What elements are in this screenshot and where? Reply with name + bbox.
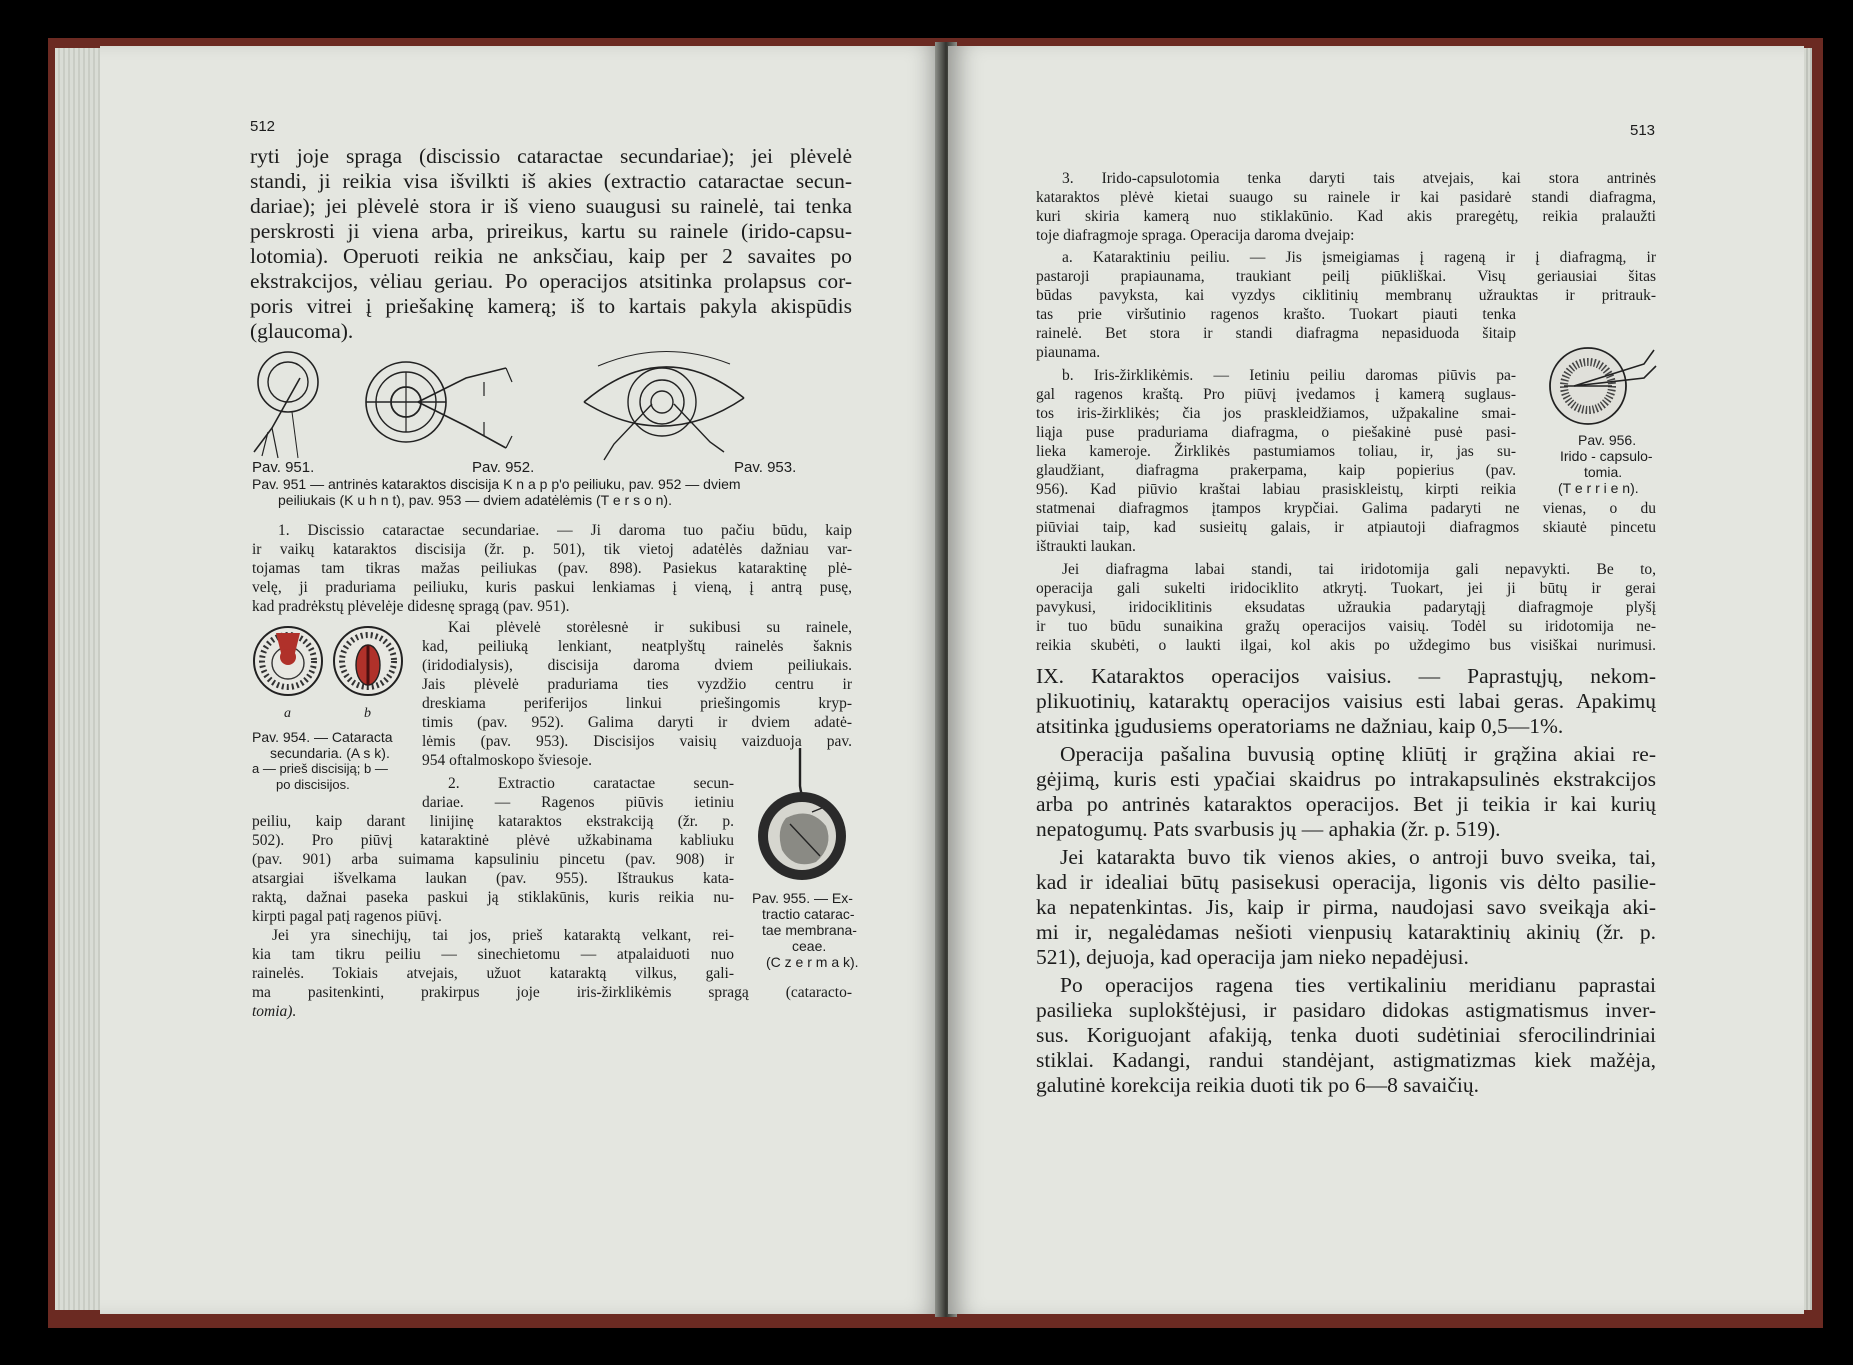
section1-line: velę, ji praduriama peiliuku, kuris paskui lenkiamas į vieną, į antrą pusę, [252,579,852,596]
wrap954-line: dreskiama periferijos linkui priešingomis kryp- [422,695,852,712]
para3-line: Jei diafragma labai standi, tai iridotomija gali nepavykti. Be to, [1062,561,1656,578]
para3-line: piaunama. [1036,344,1101,361]
figure-951 [248,348,324,466]
figure-956 [1544,344,1660,428]
section2-line: kirpti pagal patį ragenos piūvį. [252,908,442,925]
section9-line: Operacija pašalina buvusią optinę kliūtį ir grąžina akiai re- [1060,742,1656,766]
section9-line: atsitinka įgudusiems operatoriams ne dažniau, kaip 0,5—1%. [1036,714,1564,738]
para3-line: b. Iris-žirklikėmis. — Ietiniu peiliu daromas piūvis pa- [1062,367,1516,384]
section2-line: dariae. — Ragenos piūvis ietiniu [422,794,734,811]
para3-line: pastaroji prapiaunama, traukiant peilį piūkliškai. Visų geriausiai šitas [1036,268,1656,285]
para3-line: 3. Irido-capsulotomia tenka daryti tais atvejais, kai stora antrinės [1062,170,1656,187]
para3-line: operacija gali sukelti iridociklito atkrytį. Tuokart, jei ji būtų ir gerai [1036,580,1656,597]
section9-line: ka nepatenkintas. Jis, kaip ir pirma, naudojasi savo sveikąja aki- [1036,895,1656,919]
section2-line: 502). Pro piūvį kataraktinė plėvė užkabinama kabliuku [252,832,734,849]
figure-caption-line: Pav. 951 — antrinės kataraktos discisija K n a p p'o peiliuku, pav. 952 — dviem [252,476,741,492]
section1-line: kad pradrėkstų plėvelėje didesnę spragą (pav. 951). [252,598,570,615]
section2-line: Jei yra sinechijų, tai jos, prieš kataraktą velkant, rei- [272,927,734,944]
para3-line: statmenai diafragmos įtampos krypčiai. Galima padaryti ne vienas, o du [1036,500,1656,517]
para3-line: tas prie viršutinio ragenos krašto. Tuokart piauti tenka [1036,306,1516,323]
intro-line: (glaucoma). [250,319,354,343]
figure-954b-letter: b [364,706,371,721]
section9-line: pasilieka suplokštėjusi, ir pasidaro didokas astigmatismus inver- [1036,998,1656,1022]
wrap954-line: lėmis (pav. 953). Discisijos vaisių vaizduoja pav. [422,733,852,750]
wrap954-line: (iridodialysis), discisija daroma dviem peiliukais. [422,657,852,674]
figure-955-caption: tae membrana- [762,922,857,938]
left-page [100,46,943,1314]
figure-956-caption: tomia. [1584,464,1623,480]
section2-line: (pav. 901) arba suimama kapsuliniu pincetu (pav. 908) ir [252,851,734,868]
figure-955 [750,746,850,886]
section9-line: kad ir idealiai būtų pasisekusi operacija, ligonis vis dėlto pasilie- [1036,870,1656,894]
intro-line: perskrosti ji viena arba, prireikus, kartu su rainele (irido-capsu- [250,219,852,243]
right-page [948,46,1804,1314]
intro-line: standi, ji reikia visa išvilkti iš akies (extractio cataractae secun- [250,169,852,193]
figure-956-caption: (T e r r i e n). [1558,480,1639,496]
para3-line: lieka kameroje. Žirklikės pastumiamos toliau, ir, jas su- [1036,443,1516,460]
wrap954-line: timis (pav. 952). Galima daryti ir dviem adatė- [422,714,852,731]
para3-line: a. Kataraktiniu peiliu. — Jis įsmeigiamas į rageną ir į diafragmą, ir [1062,249,1656,266]
figure-954a-letter: a [284,706,291,721]
wrap954-line: 954 oftalmoskopo šviesoje. [422,752,593,769]
para3-line: gal ragenos kraštą. Pro piūvį įvedamos į kamerą suglaus- [1036,386,1516,403]
wrap954-line: Kai plėvelė storėlesnė ir sukibusi su rainele, [448,619,852,636]
section2-line: rainelės. Tokiais atvejais, užuot kataraktą vilkus, gali- [252,965,734,982]
para3-line: tos iris-žirklikės; čia jos praskleidžiamos, užpakaline smai- [1036,405,1516,422]
para3-line: pavykusi, iridociklitinis eksudatas užraukia padarytąjį diafragmoje plyšį [1036,599,1656,616]
right-page-number: 513 [1630,122,1656,139]
section2-line: peiliu, kaip darant linijinę kataraktos ekstrakciją (žr. p. [252,813,734,830]
para3-line: ir tuo būdu sunaikina gražų operacijos vaisių. Todėl su iridotomija ne- [1036,618,1656,635]
section9-line: mi ir, negalėdamas nešioti vienpusių kataraktinių akinių (žr. p. [1036,920,1656,944]
section2-line: raktą, dažnai paseka paskui ją stiklakūnis, kuris reikia nu- [252,889,734,906]
figure-954 [252,623,408,701]
figure-953-label: Pav. 953. [734,459,797,476]
para3-line: rainelė. Bet stora ir standi diafragma nepasiduoda šitaip [1036,325,1516,342]
intro-line: lotomia). Operuoti reikia ne anksčiau, kaip per 2 savaites po [250,244,852,268]
figure-952 [356,352,536,464]
para3-line: reikia skubėti, o laukti ilgai, kol akis po uždegimo bus visiškai nurimusi. [1036,637,1656,654]
section9-line: Po operacijos ragena ties vertikaliniu meridianu paprastai [1060,973,1656,997]
figure-956-caption: Irido - capsulo- [1560,448,1653,464]
section2-line: tomia). [252,1003,297,1020]
para3-line: būdas pavyksta, kai vyzdys ciklitinių membranų užrauktas ir pritrauk- [1036,287,1656,304]
section9-line: nepatogumų. Pats svarbusis jų — aphakia (žr. p. 519). [1036,817,1501,841]
section9-line: sus. Koriguojant afakiją, tenka duoti sudėtiniai sferocilindriniai [1036,1023,1656,1047]
figure-caption-line: peiliukais (K u h n t), pav. 953 — dviem adatėlėmis (T e r s o n). [278,492,672,508]
figure-954b [334,627,402,695]
figure-954-caption: po discisijos. [276,777,350,792]
figure-955-caption: tractio catarac- [762,906,855,922]
section1-line: 1. Discissio cataractae secundariae. — Ji daroma tuo pačiu būdu, kaip [278,522,852,539]
section9-heading-line: IX. Kataraktos operacijos vaisius. — Paprastųjų, nekom- [1036,664,1656,688]
wrap954-line: kad, peiliuką lenkiant, neatplyštų rainelės šaknis [422,638,852,655]
para3-line: liąja puse praduriama diafragma, o piešakinė pusė pasi- [1036,424,1516,441]
para3-line: ištraukti laukan. [1036,538,1136,555]
figure-952-label: Pav. 952. [472,459,535,476]
section2-line: 2. Extractio caratactae secun- [448,775,734,792]
section1-line: ir vaikų kataraktos discisija (žr. p. 501), tik vietoj adatėlės dažniau var- [252,541,852,558]
section9-line: 521), dejuoja, kad operacija jam nieko nepadėjusi. [1036,945,1469,969]
intro-line: ryti joje spraga (discissio cataractae secundariae); jei plėvelė [250,144,852,168]
section2-line: ma pasitenkinti, prakirpus joje iris-žirklikėmis spragą (cataracto- [252,984,852,1001]
left-page-number: 512 [250,118,276,135]
para3-line: 956). Kad piūvio kraštai labiau prasiskleistų, kirpti reikia [1036,481,1516,498]
figure-953 [578,342,750,470]
section9-line: Jei katarakta buvo tik vienos akies, o antroji buvo sveika, tai, [1060,845,1656,869]
para3-line: glaudžiant, diafragma prakerpama, kaip popierius (pav. [1036,462,1516,479]
para3-line: piūviai taip, kad susieitų galais, ir atpiautoji diafragmos skiautė pincetu [1036,519,1656,536]
figure-951-label: Pav. 951. [252,459,315,476]
section9-line: gėjimą, kuris esti ypačiai skaidrus po intrakapsulinės ekstrakcijos [1036,767,1656,791]
section9-line: galutinė korekcija reikia duoti tik po 6—8 savaičių. [1036,1073,1480,1097]
para3-line: kataraktos plėvė kietai suaugo su rainele ir kai pasidarė standi diafragma, [1036,189,1656,206]
figure-954-caption: secundaria. (A s k). [270,745,390,761]
para3-line: toje diafragmoje spraga. Operacija daroma dvejaip: [1036,227,1355,244]
figure-955-caption: (C z e r m a k). [766,954,859,970]
wrap954-line: Jais plėvelė praduriama ties vyzdžio centru ir [422,676,852,693]
figure-954-caption: Pav. 954. — Cataracta [252,729,393,745]
intro-line: poris vitrei į priešakinę kamerą; iš to kartais pakyla akispūdis [250,294,852,318]
section2-line: kia tam tikru peiliu — sinechietomu — atpalaiduoti nuo [252,946,734,963]
figure-955-caption: Pav. 955. — Ex- [752,890,853,906]
section9-line: arba po antrinės kataraktos operacijos. Bet ji teikia ir kai kurių [1036,792,1656,816]
intro-line: dariae); jei plėvelė stora ir iš vieno suaugusi su rainelė, tai tenka [250,194,852,218]
figure-954a [254,627,322,695]
section9-line: plikuotinių, kataraktų operacijos vaisius esti labai geras. Apakimų [1036,689,1656,713]
intro-line: ekstrakcijos, vėliau geriau. Po operacijos atsitinka prolapsus cor- [250,269,852,293]
figure-956-caption: Pav. 956. [1578,432,1637,448]
para3-line: kuri skiria kamerą nuo stiklakūnio. Kad akis praregėtų, reikia pralaužti [1036,208,1656,225]
figure-955-caption: ceae. [792,938,827,954]
section1-line: tojamas tam tikras mažas peiliukas (pav. 898). Pasiekus kataraktinę plė- [252,560,852,577]
section9-line: stiklai. Kadangi, randui standėjant, astigmatizmas kiek mažėja, [1036,1048,1656,1072]
figure-954-caption: a — prieš discisiją; b — [252,761,388,776]
section2-line: atsargiai išvelkama laukan (pav. 955). Ištraukus kata- [252,870,734,887]
